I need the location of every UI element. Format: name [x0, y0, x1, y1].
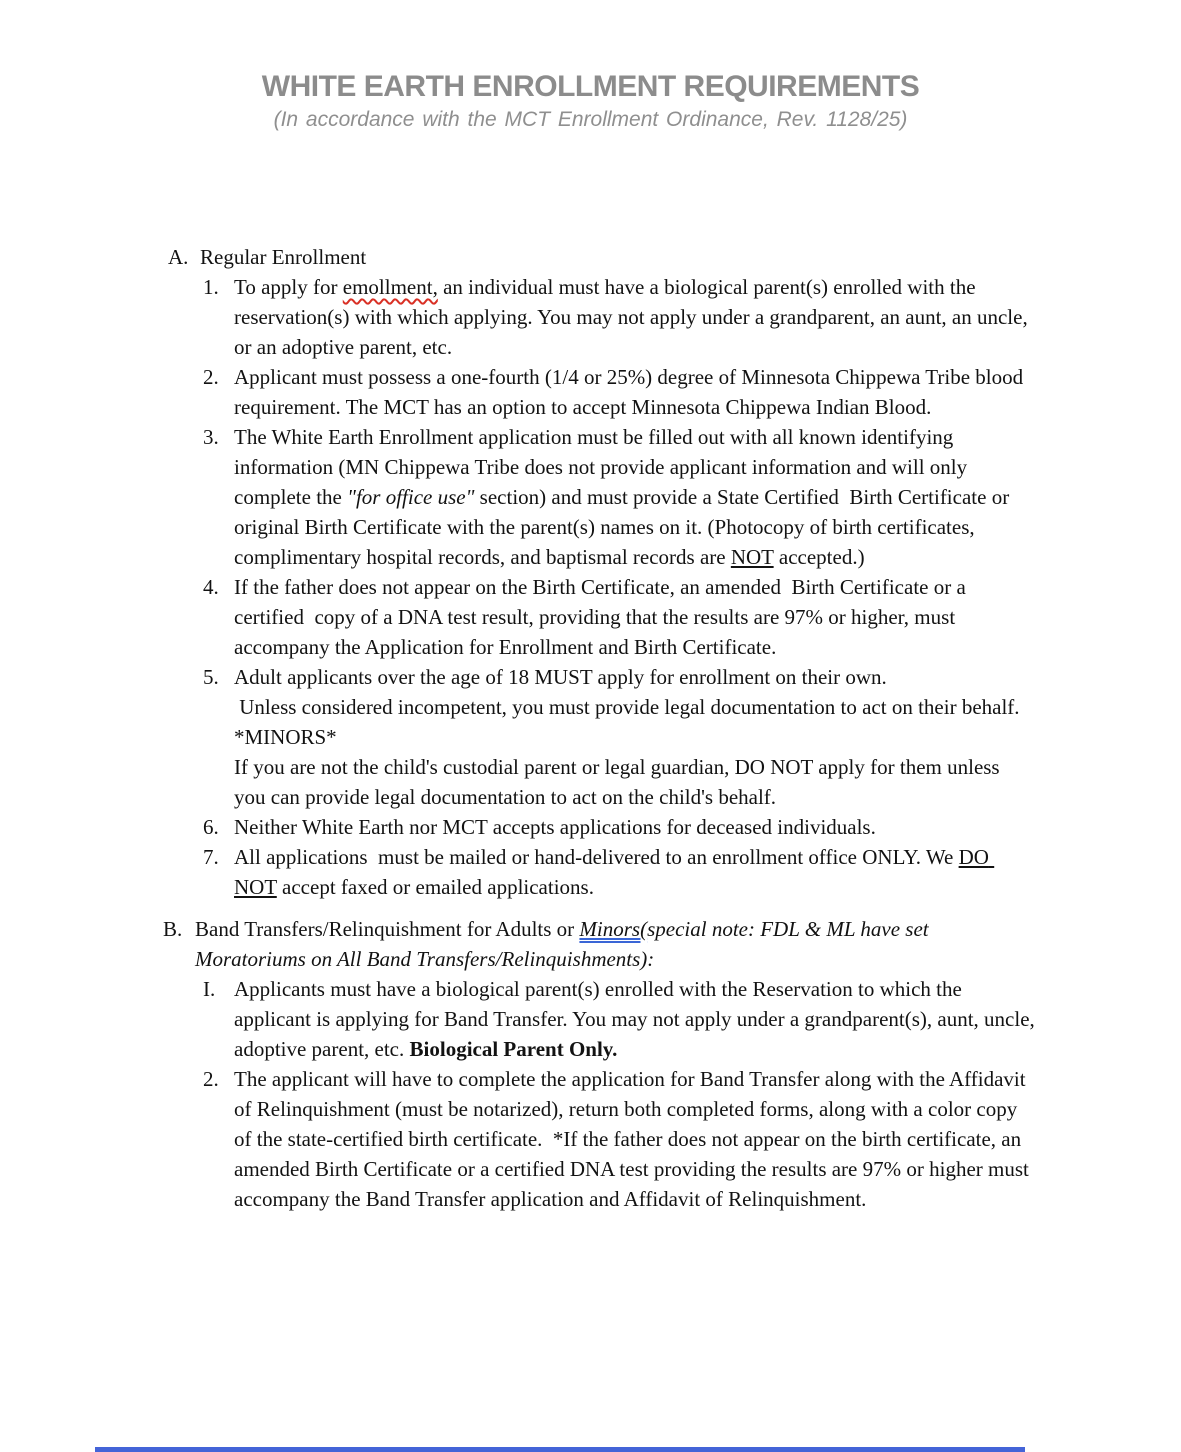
list-marker: 3. — [203, 425, 219, 449]
list-marker: I. — [203, 977, 216, 1001]
paragraph-line — [234, 692, 1036, 722]
document-body — [163, 242, 1041, 1214]
list-item-a2 — [168, 362, 1036, 422]
list-item-text — [234, 272, 1036, 362]
list-item-text — [234, 1064, 1036, 1214]
list-item-text — [234, 812, 1036, 842]
list-marker: 2. — [203, 365, 219, 389]
list-item-b2 — [168, 1064, 1036, 1214]
text-segment: If the father does not appear on the Birth Certificate, an amended Birth Certificate or a certified copy of a DNA test result, providing that the results are 97% or higher, must accompany the Application for Enrollment and Birth Certificate. — [234, 575, 972, 659]
list-item-text — [234, 974, 1041, 1064]
grammar-flagged-word: Minors( — [579, 917, 648, 941]
section-b-heading — [163, 914, 1036, 974]
text-segment: an individual must have a biological parent(s) enrolled with the reservation(s) with which applying. You may not apply under a grandparent, an aunt, an uncle, or an adoptive parent, etc. — [234, 275, 1033, 359]
list-item-text — [234, 362, 1036, 422]
text-segment: Applicant must possess a one-fourth (1/4 or 25%) degree of Minnesota Chippewa Tribe blood requirement. The MCT has an option to accept Minnesota Chippewa Indian Blood. — [234, 365, 1029, 419]
text-segment: The White Earth Enrollment application must be filled out with all known identifying information (MN Chippewa Tribe does not provide applicant information and will only complete the — [234, 425, 973, 509]
minors-note-label — [234, 722, 1036, 752]
text-segment: Band Transfers/Relinquishment for Adults or — [195, 917, 580, 941]
text-segment: Applicants must have a biological parent(s) enrolled with the Reservation to which the applicant is applying for Band Transfer. You may not apply under a grandparent(s), aunt, uncle, adoptive parent, etc. — [234, 977, 1041, 1061]
list-marker: 7. — [203, 845, 219, 869]
text-segment: The applicant will have to complete the application for Band Transfer along with the Affidavit of Relinquishment (must be notarized), return both completed forms, along with a color copy of the state-certified birth certificate. *If the father does not appear on the birth certificate, an amended Birth Certificate or a certified DNA test providing the results are 97% or higher must accompany the Band Transfer application and Affidavit of Relinquishment. — [234, 1067, 1035, 1211]
underlined-emphasis: NOT — [730, 545, 774, 569]
underlined-emphasis: DO NOT — [234, 845, 995, 899]
text-segment: To apply for — [234, 275, 343, 299]
list-marker: 2. — [203, 1067, 219, 1091]
list-item-text — [234, 662, 1036, 812]
list-item-a5 — [168, 662, 1036, 812]
spellcheck-flagged-word: emollment, — [342, 275, 438, 299]
italic-note: special note: FDL & ML have set Moratoriums on All Band Transfers/Relinquishments): — [195, 917, 934, 971]
document-title: WHITE EARTH ENROLLMENT REQUIREMENTS — [261, 70, 920, 103]
list-item-text — [234, 422, 1036, 572]
list-item-text — [234, 842, 1036, 902]
text-segment: Adult applicants over the age of 18 MUST apply for enrollment on their own. — [234, 665, 887, 689]
list-item-a7 — [168, 842, 1036, 902]
list-marker: 5. — [203, 665, 219, 689]
section-a-title: Regular Enrollment — [200, 245, 367, 269]
list-item-a1 — [168, 272, 1036, 362]
document-subtitle: (In accordance with the MCT Enrollment Ordinance, Rev. 1128/25) — [273, 108, 908, 131]
section-a-label: A. — [168, 245, 189, 269]
italic-quoted-phrase: "for office use" — [347, 485, 475, 509]
text-segment: All applications must be mailed or hand-delivered to an enrollment office ONLY. We — [234, 845, 959, 869]
text-segment: Neither White Earth nor MCT accepts applications for deceased individuals. — [234, 815, 876, 839]
text-segment: If you are not the child's custodial parent or legal guardian, DO NOT apply for them unless you can provide legal documentation to act on the child's behalf. — [234, 755, 1005, 809]
section-b-label: B. — [163, 917, 183, 941]
list-item-a3 — [168, 422, 1036, 572]
document-header — [0, 0, 1181, 132]
section-b-title — [195, 914, 1036, 974]
list-item-a6 — [168, 812, 1036, 842]
text-segment: *MINORS* — [234, 725, 337, 749]
text-segment: accepted.) — [773, 545, 865, 569]
section-a-heading — [168, 242, 1036, 272]
cutoff-hyperlink-line — [95, 1447, 1025, 1452]
list-item-a4 — [168, 572, 1036, 662]
list-marker: 6. — [203, 815, 219, 839]
bold-emphasis: Biological Parent Only. — [409, 1037, 618, 1061]
list-item-text — [234, 572, 1036, 662]
paragraph-line — [234, 662, 1036, 692]
paragraph-line — [234, 752, 1036, 812]
text-segment: Unless considered incompetent, you must provide legal documentation to act on their behalf. — [234, 695, 1020, 719]
text-segment: section) and must provide a State Certified Birth Certificate or original Birth Certificate with the parent(s) names on it. (Photocopy of birth certificates, complimentary hospital records, and baptismal records are — [234, 485, 1015, 569]
list-item-b1 — [168, 974, 1041, 1064]
text-segment: accept faxed or emailed applications. — [276, 875, 594, 899]
list-marker: 1. — [203, 275, 219, 299]
list-marker: 4. — [203, 575, 219, 599]
